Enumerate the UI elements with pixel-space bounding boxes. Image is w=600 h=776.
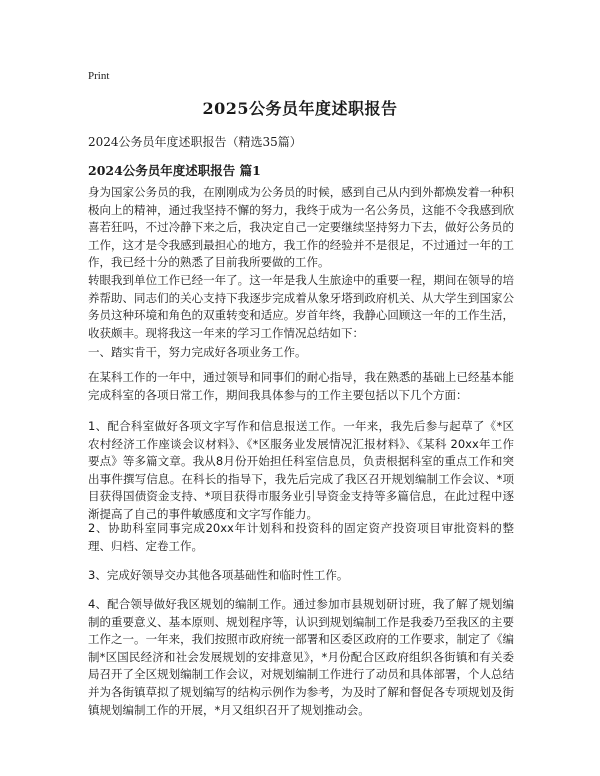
paragraph: 转眼我到单位工作已经一年了。这一年是我人生旅途中的重要一程，期间在领导的培养帮助、同志们的关心支持下我逐步完成着从象牙塔到政府机关、从大学生到国家公务员这种环境和角色的双重转变和适应。岁首年终，我静心回顾这一年的工作生活，收获颇丰。现将我这一年来的学习工作情况总结如下： bbox=[88, 273, 514, 340]
paragraph: 2、协助科室同事完成20xx年计划科和投资科的固定资产投资项目审批资料的整理、归档、定卷工作。 bbox=[88, 521, 514, 553]
paragraph: 在某科工作的一年中，通过领导和同事们的耐心指导，我在熟悉的基础上已经基本能完成科室的各项日常工作，期间我具体参与的工作主要包括以下几个方面： bbox=[88, 370, 514, 402]
page-title: 2025公务员年度述职报告 bbox=[202, 99, 398, 118]
paragraph: 身为国家公务员的我，在刚刚成为公务员的时候，感到自己从内到外都焕发着一种积极向上的精神，通过我坚持不懈的努力，我终于成为一名公务员，这能不令我感到欣喜若狂吗，不过冷静下来之后，我决定自己一定要继续坚持努力下去，做好公务员的工作，这才是令我感到最担心的地方，我工作的经验并不是很足，不过通过一年的工作，我已经十分的熟悉了目前我所要做的工作。 bbox=[88, 185, 514, 270]
paragraph: 1、配合科室做好各项文字写作和信息报送工作。一年来，我先后参与起草了《*区农村经济工作座谈会议材料》、《*区服务业发展情况汇报材料》、《某科 20xx年工作要点》等多篇文章。我从8月份开始担任科室信息员，负责根据科室的重点工作和突出事件撰写信息。在科长的指导下，我先后完成了我区召开规划编制工作会议、*项目获得国债资金支持、*项目获得市服务业引导资金支持等多篇信息，在此过程中逐渐提高了自己的事件敏感度和文字写作能力。 bbox=[88, 419, 514, 521]
paragraph: 3、完成好领导交办其他各项基础性和临时性工作。 bbox=[88, 568, 349, 582]
paragraph: 4、配合领导做好我区规划的编制工作。通过参加市县规划研讨班，我了解了规划编制的重要意义、基本原则、规划程序等，认识到规划编制工作是我委乃至我区的主要工作之一。一年来，我们按照市政府统一部署和区委区政府的工作要求，制定了《编制*区国民经济和社会发展规划的安排意见》，*月份配合区政府组织各街镇和有关委局召开了全区规划编制工作会议，对规划编制工作进行了动员和具体部署，个人总结并为各街镇草拟了规划编写的结构示例作为参考，为及时了解和督促各专项规划及街镇规划编制工作的开展，*月又组织召开了规划推动会。 bbox=[88, 597, 514, 717]
paragraph-heading: 一、踏实肯干，努力完成好各项业务工作。 bbox=[88, 345, 307, 359]
section-heading: 2024公务员年度述职报告 篇1 bbox=[88, 163, 261, 178]
document-subtitle: 2024公务员年度述职报告（精选35篇） bbox=[88, 135, 302, 149]
print-link[interactable]: Print bbox=[88, 70, 110, 82]
